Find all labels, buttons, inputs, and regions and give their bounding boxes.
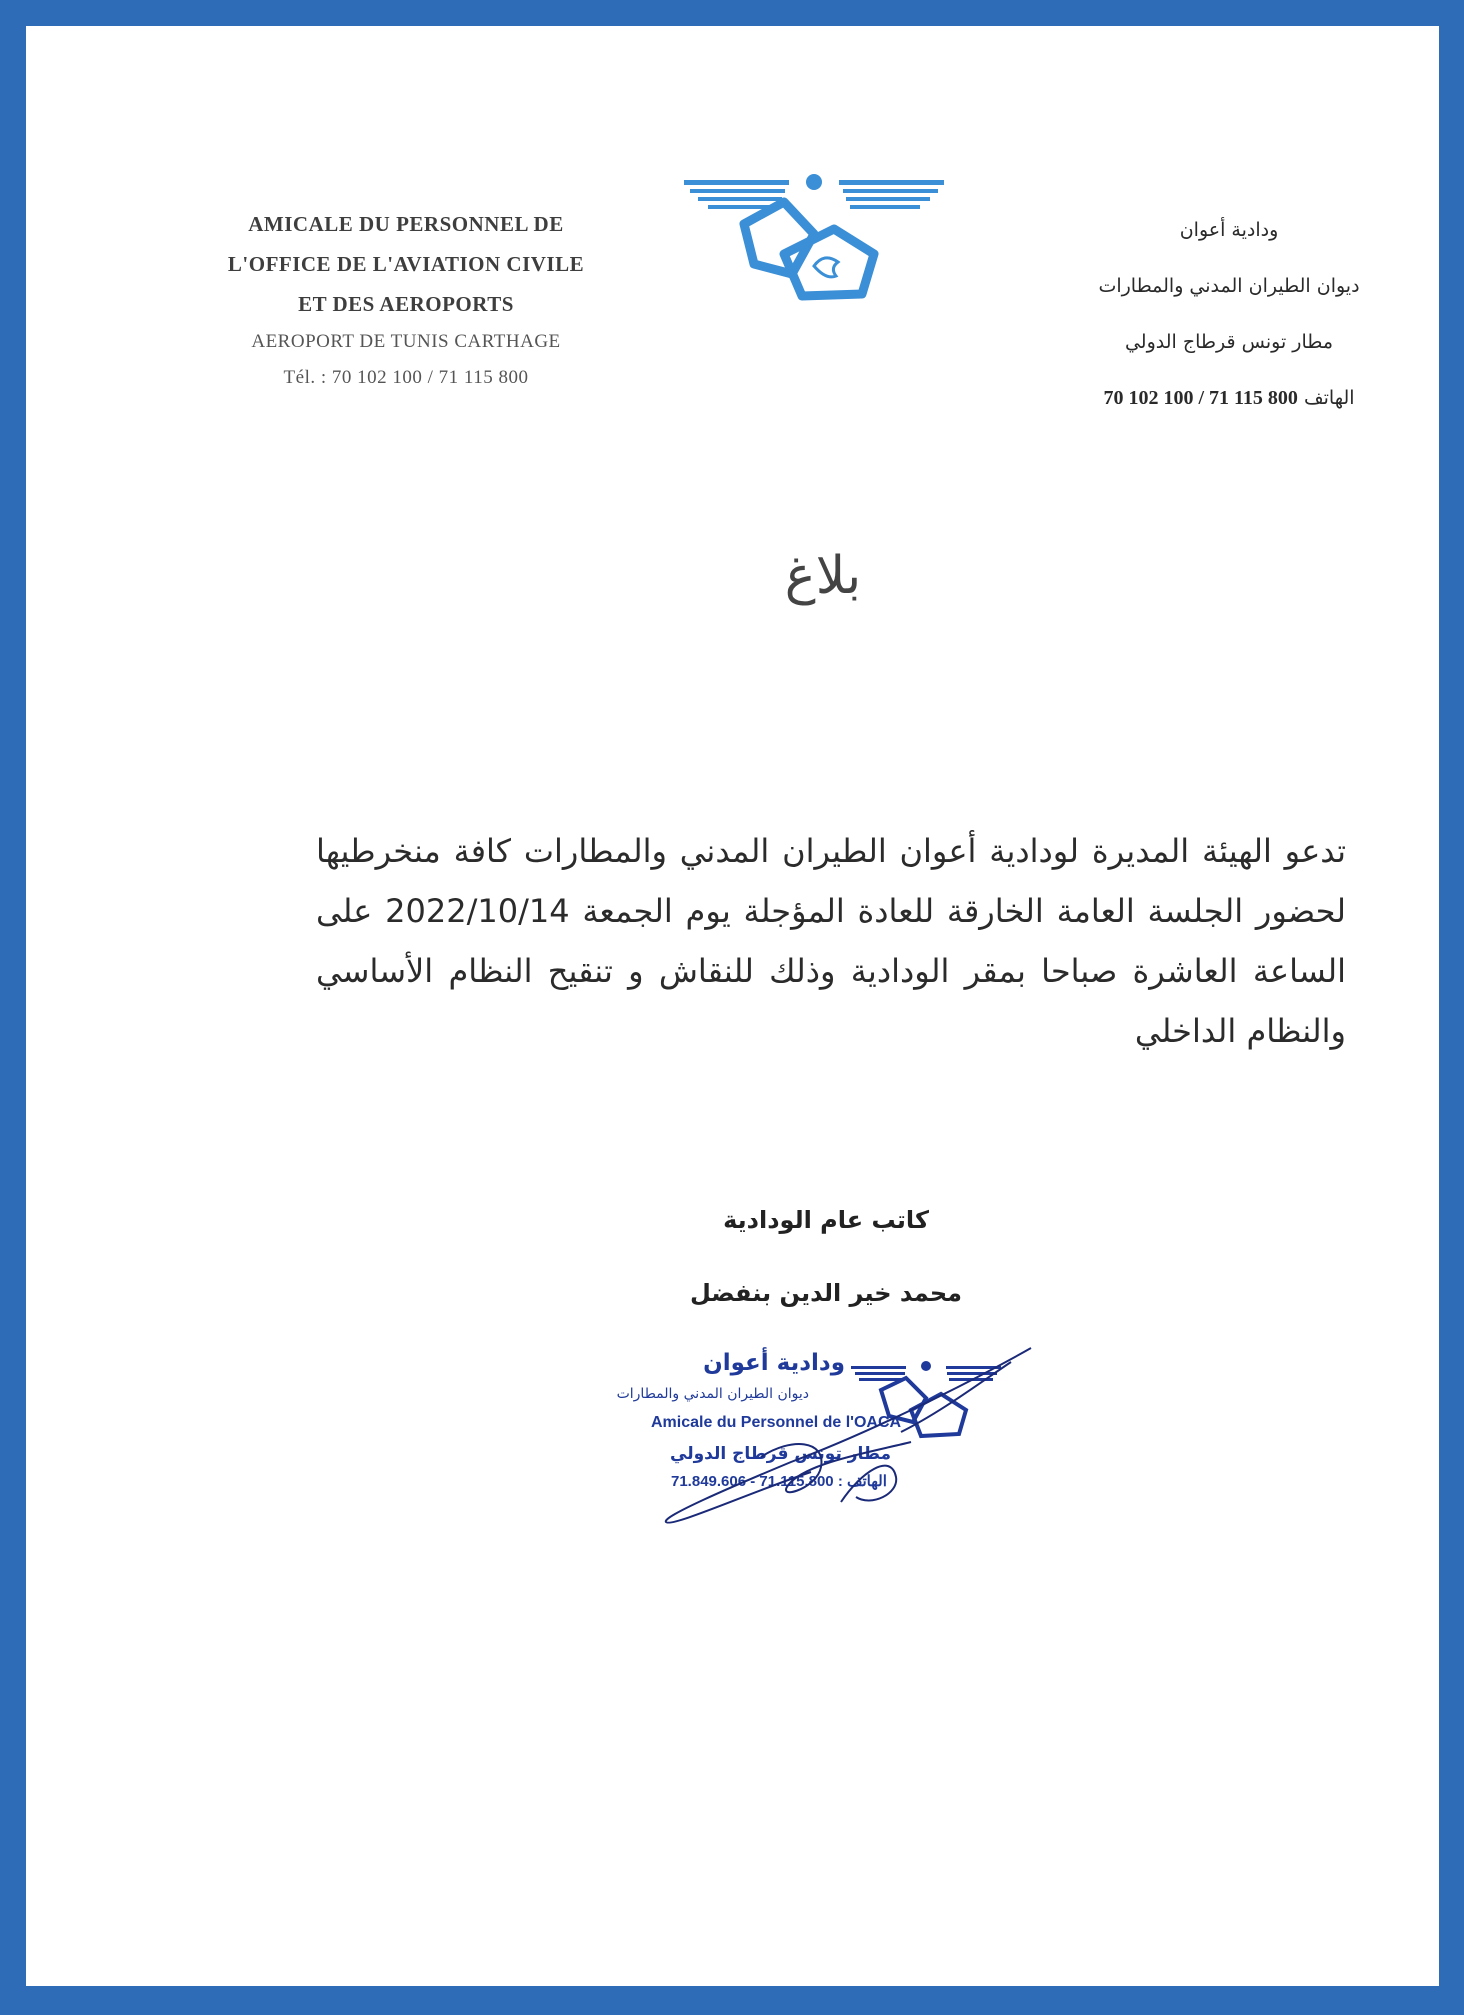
- header-fr-line4: AEROPORT DE TUNIS CARTHAGE: [251, 331, 561, 352]
- signatory-title: كاتب عام الودادية: [723, 1206, 929, 1234]
- header-fr-phone: Tél. : 70 102 100 / 71 115 800: [283, 367, 529, 388]
- stamp-line4: مطار تونس قرطاج الدولي: [670, 1444, 891, 1464]
- header-ar-line1: ودادية أعوان: [1179, 219, 1279, 241]
- header-french: [196, 204, 616, 396]
- document-page: [26, 26, 1439, 1986]
- header-fr-line2: L'OFFICE DE L'AVIATION CIVILE: [227, 252, 585, 276]
- header-ar-line2: ديوان الطيران المدني والمطارات: [1098, 275, 1360, 297]
- signatory-name: محمد خير الدين بنفضل: [689, 1279, 963, 1307]
- header-ar-phone-numbers: 70 102 100 / 71 115 800: [1103, 387, 1298, 409]
- stamp-line1: ودادية أعوان: [703, 1350, 845, 1376]
- announcement-body: تدعو الهيئة المديرة لودادية أعوان الطيران المدني والمطارات كافة منخرطيها لحضور الجلسة العامة الخارقة للعادة المؤجلة يوم الجمعة 2022/10/14 على الساعة العاشرة صباحا بمقر الودادية وذلك للنقاش و تنقيح النظام الأساسي والنظام الداخلي: [316, 832, 1347, 1050]
- header-ar-phone-label: الهاتف: [1303, 387, 1355, 409]
- document-title: بلاغ: [784, 546, 862, 606]
- official-stamp: [616, 1342, 1041, 1532]
- stamp-line3: Amicale du Personnel de l'OACA: [651, 1414, 902, 1431]
- header-ar-line3: مطار تونس قرطاج الدولي: [1124, 331, 1334, 353]
- header-ar-phone: [1049, 370, 1409, 426]
- oaca-logo-icon: [684, 174, 944, 304]
- header-arabic: [1049, 202, 1409, 426]
- stamp-phone: 71.849.606 - 71.115.800 : الهاتف: [671, 1473, 887, 1490]
- header-fr-line3: ET DES AEROPORTS: [298, 292, 514, 316]
- header-fr-line1: AMICALE DU PERSONNEL DE: [248, 212, 564, 236]
- handwritten-signature: [641, 1342, 1041, 1532]
- stamp-line2: ديوان الطيران المدني والمطارات: [616, 1386, 809, 1402]
